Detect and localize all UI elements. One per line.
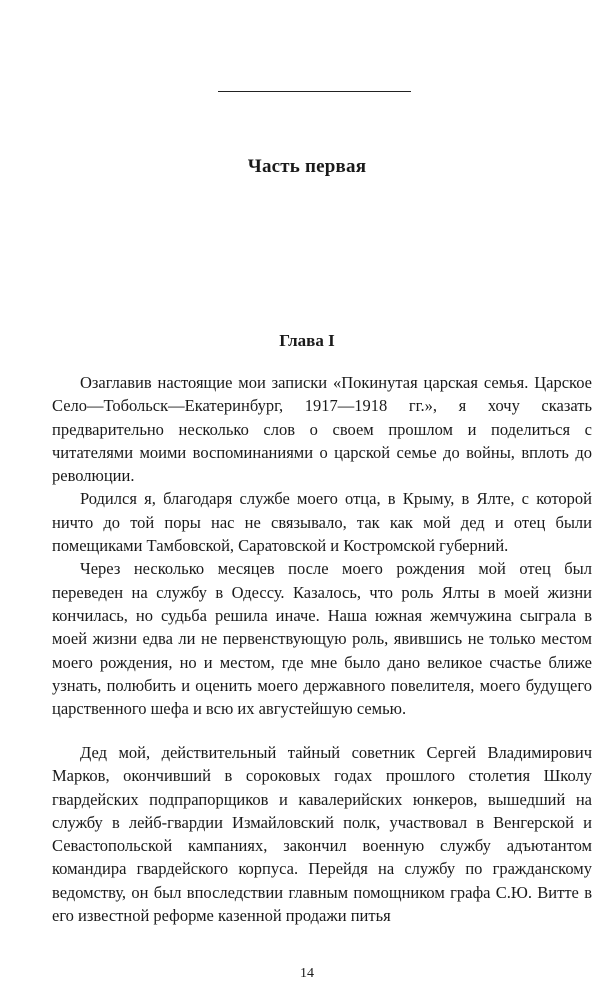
decorative-rule xyxy=(218,91,411,92)
paragraph: Озаглавив настоящие мои записки «Покинутая царская семья. Царское Село—Тобольск—Екатеринбург, 1917—1918 гг.», я хочу сказать предварительно несколько слов о своем прошлом и поделиться с читателями моими воспоминаниями о царской семье до войны, вплоть до революции. xyxy=(52,373,592,486)
paragraph: Родился я, благодаря службе моего отца, в Крыму, в Ялте, с которой ничто до той поры нас не связывало, так как мой дед и отец были помещиками Тамбовской, Саратовской и Костромской губерний. xyxy=(52,489,592,556)
paragraph: Дед мой, действительный тайный советник Сергей Владимирович Марков, окончивший в сороковых годах прошлого столетия Школу гвардейских подпрапорщиков и кавалерийских юнкеров, вышедший на службу в лейб-гвардии Измайловский полк, участвовал в Венгерской и Севастопольской кампаниях, закончил военную службу адъютантом командира гвардейского корпуса. Перейдя на службу по гражданскому ведомству, он был впоследствии главным помощником графа С.Ю. Витте в его известной реформе казенной продажи питья xyxy=(52,743,592,926)
part-title: Часть первая xyxy=(247,156,367,177)
body-text-block xyxy=(52,371,592,720)
chapter-title: Глава I xyxy=(279,331,335,350)
page-number: 14 xyxy=(300,966,314,981)
body-text-block xyxy=(52,741,592,927)
paragraph: Через несколько месяцев после моего рождения мой отец был переведен на службу в Одессу. Казалось, что роль Ялты в моей жизни кончилась, но судьба решила иначе. Наша южная жемчужина сыграла в моей жизни едва ли не первенствующую роль, явившись не только местом моего рождения, но и местом, где мне было дано великое счастье ближе узнать, полюбить и оценить моего державного повелителя, моего будущего царственного шефа и всю их августейшую семью. xyxy=(52,559,592,719)
